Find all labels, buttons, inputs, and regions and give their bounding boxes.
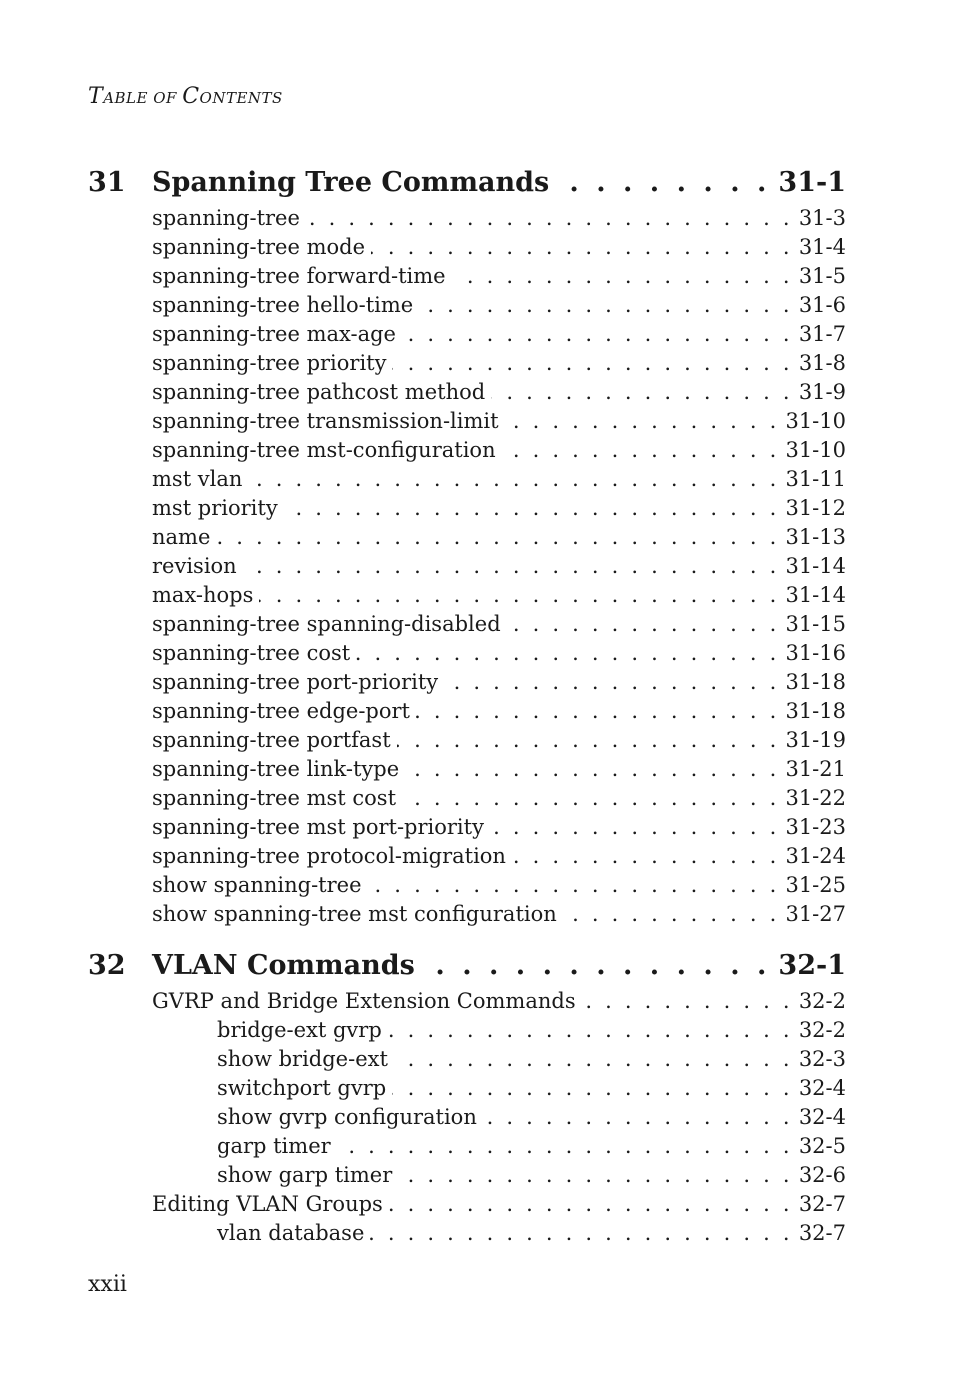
toc-entry-page-number: 31-7 bbox=[798, 322, 846, 346]
dot-leader bbox=[306, 204, 793, 233]
toc-entry-label: spanning-tree mst-configuration bbox=[152, 438, 496, 462]
toc-entry[interactable] bbox=[88, 523, 846, 552]
toc-entry-page-number: 31-10 bbox=[785, 438, 846, 462]
toc-entry-page-number: 31-10 bbox=[785, 409, 846, 433]
dot-leader bbox=[405, 755, 779, 784]
toc-entry[interactable] bbox=[88, 349, 846, 378]
chapter-page-number: 31-1 bbox=[778, 167, 846, 198]
toc-entry-page-number: 31-19 bbox=[785, 728, 846, 752]
dot-leader bbox=[284, 494, 780, 523]
toc-entry-page-number: 31-5 bbox=[798, 264, 846, 288]
toc-entry[interactable] bbox=[88, 407, 846, 436]
toc-entry-page-number: 32-7 bbox=[798, 1221, 846, 1245]
toc-entry[interactable] bbox=[88, 668, 846, 697]
toc-entry-label: revision bbox=[152, 554, 237, 578]
toc-entry-page-number: 31-24 bbox=[785, 844, 846, 868]
dot-leader bbox=[423, 949, 771, 983]
dot-leader bbox=[394, 1045, 793, 1074]
dot-leader bbox=[337, 1132, 793, 1161]
toc-entry-label: garp timer bbox=[217, 1134, 331, 1158]
dot-leader bbox=[507, 610, 780, 639]
running-head-initial-1: T bbox=[88, 84, 104, 109]
dot-leader bbox=[419, 291, 793, 320]
dot-leader bbox=[557, 166, 770, 200]
dot-leader bbox=[505, 407, 780, 436]
chapter-title: VLAN Commands bbox=[152, 950, 415, 981]
toc-entry[interactable] bbox=[88, 639, 846, 668]
toc-entry[interactable] bbox=[88, 987, 846, 1016]
toc-entry-page-number: 32-6 bbox=[798, 1163, 846, 1187]
dot-leader bbox=[259, 581, 779, 610]
toc-entry-label: mst priority bbox=[152, 496, 278, 520]
running-head-smallcaps-2: ONTENTS bbox=[199, 89, 283, 107]
toc-entry-label: show bridge-ext bbox=[217, 1047, 388, 1071]
toc-entry-label: vlan database bbox=[217, 1221, 365, 1245]
toc-entry-label: spanning-tree port-priority bbox=[152, 670, 439, 694]
toc-entry-page-number: 31-18 bbox=[785, 670, 846, 694]
dot-leader bbox=[368, 871, 780, 900]
toc-entry-label: spanning-tree mst cost bbox=[152, 786, 397, 810]
dot-leader bbox=[502, 436, 780, 465]
toc-entry-page-number: 31-14 bbox=[785, 583, 846, 607]
toc-entry[interactable] bbox=[88, 900, 846, 929]
dot-leader bbox=[444, 668, 779, 697]
toc-entry-label: mst vlan bbox=[152, 467, 243, 491]
toc-entry-label: bridge-ext gvrp bbox=[217, 1018, 382, 1042]
toc-entry-label: spanning-tree link-type bbox=[152, 757, 400, 781]
toc-entry[interactable] bbox=[88, 1161, 846, 1190]
toc-entry[interactable] bbox=[88, 552, 846, 581]
toc-entry-page-number: 31-22 bbox=[785, 786, 846, 810]
toc-entry-page-number: 32-2 bbox=[798, 1018, 846, 1042]
toc-entry-page-number: 31-15 bbox=[785, 612, 846, 636]
chapter-title: Spanning Tree Commands bbox=[152, 167, 550, 198]
toc-entry-label: spanning-tree max-age bbox=[152, 322, 396, 346]
toc-entry-label: show spanning-tree bbox=[152, 873, 362, 897]
toc-entry[interactable] bbox=[88, 610, 846, 639]
toc-entry-page-number: 32-7 bbox=[798, 1192, 846, 1216]
toc-entry-page-number: 31-12 bbox=[785, 496, 846, 520]
toc-entry[interactable] bbox=[88, 842, 846, 871]
dot-leader bbox=[452, 262, 793, 291]
toc-entry[interactable] bbox=[88, 465, 846, 494]
toc-entry-page-number: 32-2 bbox=[798, 989, 846, 1013]
dot-leader bbox=[582, 987, 793, 1016]
dot-leader bbox=[398, 1161, 793, 1190]
toc-entry[interactable] bbox=[88, 320, 846, 349]
toc-entry-label: spanning-tree hello-time bbox=[152, 293, 414, 317]
toc-entry[interactable] bbox=[88, 726, 846, 755]
toc-entry[interactable] bbox=[88, 1103, 846, 1132]
toc-entry[interactable] bbox=[88, 755, 846, 784]
toc-entry-list bbox=[88, 987, 846, 1248]
dot-leader bbox=[388, 1016, 793, 1045]
dot-leader bbox=[370, 1219, 792, 1248]
toc-entry[interactable] bbox=[88, 1219, 846, 1248]
toc-entry-label: GVRP and Bridge Extension Commands bbox=[152, 989, 576, 1013]
dot-leader bbox=[491, 378, 793, 407]
toc-entry-page-number: 31-4 bbox=[798, 235, 846, 259]
toc-entry-label: spanning-tree mode bbox=[152, 235, 366, 259]
toc-entry-label: spanning-tree edge-port bbox=[152, 699, 410, 723]
toc-entry[interactable] bbox=[88, 204, 846, 233]
toc-entry-page-number: 31-9 bbox=[798, 380, 846, 404]
page-folio: xxii bbox=[88, 1272, 127, 1297]
chapter-heading[interactable] bbox=[88, 949, 846, 983]
dot-leader bbox=[216, 523, 779, 552]
dot-leader bbox=[356, 639, 779, 668]
chapter-heading[interactable] bbox=[88, 166, 846, 200]
toc-entry-page-number: 32-4 bbox=[798, 1076, 846, 1100]
toc-entry-page-number: 31-27 bbox=[785, 902, 846, 926]
toc-entry-page-number: 31-3 bbox=[798, 206, 846, 230]
dot-leader bbox=[392, 1074, 793, 1103]
toc-entry[interactable] bbox=[88, 378, 846, 407]
running-head-smallcaps-1: ABLE OF bbox=[103, 89, 183, 107]
toc-entry[interactable] bbox=[88, 494, 846, 523]
dot-leader bbox=[243, 552, 780, 581]
toc-entry-page-number: 31-25 bbox=[785, 873, 846, 897]
toc-entry-page-number: 31-23 bbox=[785, 815, 846, 839]
toc-entry[interactable] bbox=[88, 1074, 846, 1103]
toc-entry[interactable] bbox=[88, 1016, 846, 1045]
toc-entry-label: spanning-tree bbox=[152, 206, 300, 230]
toc-entry-page-number: 31-11 bbox=[785, 467, 846, 491]
toc-entry-page-number: 31-16 bbox=[785, 641, 846, 665]
toc-entry[interactable] bbox=[88, 1132, 846, 1161]
chapter-page-number: 32-1 bbox=[778, 950, 846, 981]
dot-leader bbox=[402, 320, 793, 349]
dot-leader bbox=[402, 784, 779, 813]
toc-entry-label: show spanning-tree mst configuration bbox=[152, 902, 557, 926]
toc-entry-page-number: 31-13 bbox=[785, 525, 846, 549]
toc-entry[interactable] bbox=[88, 1045, 846, 1074]
dot-leader bbox=[563, 900, 780, 929]
toc-entry[interactable] bbox=[88, 871, 846, 900]
toc-entry[interactable] bbox=[88, 784, 846, 813]
toc-entry-label: switchport gvrp bbox=[217, 1076, 387, 1100]
dot-leader bbox=[490, 813, 780, 842]
toc-entry-page-number: 32-4 bbox=[798, 1105, 846, 1129]
toc-entry-page-number: 31-18 bbox=[785, 699, 846, 723]
toc-entry[interactable] bbox=[88, 813, 846, 842]
toc-entry[interactable] bbox=[88, 581, 846, 610]
toc-entry-page-number: 31-21 bbox=[785, 757, 846, 781]
toc-entry-page-number: 31-14 bbox=[785, 554, 846, 578]
toc-entry[interactable] bbox=[88, 262, 846, 291]
dot-leader bbox=[248, 465, 779, 494]
toc-entry-page-number: 31-8 bbox=[798, 351, 846, 375]
dot-leader bbox=[371, 233, 793, 262]
toc-entry-label: max-hops bbox=[152, 583, 254, 607]
toc-entry[interactable] bbox=[88, 233, 846, 262]
toc-entry-label: spanning-tree transmission-limit bbox=[152, 409, 499, 433]
dot-leader bbox=[416, 697, 779, 726]
toc-entry[interactable] bbox=[88, 291, 846, 320]
dot-leader bbox=[483, 1103, 793, 1132]
toc-entry-label: show garp timer bbox=[217, 1163, 393, 1187]
toc-entry-label: spanning-tree mst port-priority bbox=[152, 815, 484, 839]
running-head bbox=[88, 84, 283, 109]
toc-entry-page-number: 32-3 bbox=[798, 1047, 846, 1071]
toc-entry-label: show gvrp configuration bbox=[217, 1105, 477, 1129]
chapter-32 bbox=[88, 949, 846, 1248]
toc-entry-label: spanning-tree pathcost method bbox=[152, 380, 486, 404]
toc-entry-list bbox=[88, 204, 846, 929]
running-head-initial-2: C bbox=[182, 84, 200, 109]
toc-entry-label: name bbox=[152, 525, 211, 549]
toc-entry-label: Editing VLAN Groups bbox=[152, 1192, 383, 1216]
chapter-number: 32 bbox=[88, 950, 126, 981]
toc-entry[interactable] bbox=[88, 436, 846, 465]
dot-leader bbox=[389, 1190, 793, 1219]
toc-entry-label: spanning-tree protocol-migration bbox=[152, 844, 506, 868]
toc-entry-label: spanning-tree priority bbox=[152, 351, 387, 375]
toc-entry-label: spanning-tree spanning-disabled bbox=[152, 612, 501, 636]
dot-leader bbox=[512, 842, 779, 871]
toc-entry[interactable] bbox=[88, 1190, 846, 1219]
toc-entry-label: spanning-tree cost bbox=[152, 641, 351, 665]
toc-entry-label: spanning-tree portfast bbox=[152, 728, 391, 752]
chapter-31 bbox=[88, 166, 846, 929]
toc-entry-page-number: 32-5 bbox=[798, 1134, 846, 1158]
chapter-number: 31 bbox=[88, 167, 126, 198]
toc-entry-label: spanning-tree forward-time bbox=[152, 264, 446, 288]
toc-entry[interactable] bbox=[88, 697, 846, 726]
dot-leader bbox=[397, 726, 780, 755]
toc-entry-page-number: 31-6 bbox=[798, 293, 846, 317]
dot-leader bbox=[392, 349, 792, 378]
